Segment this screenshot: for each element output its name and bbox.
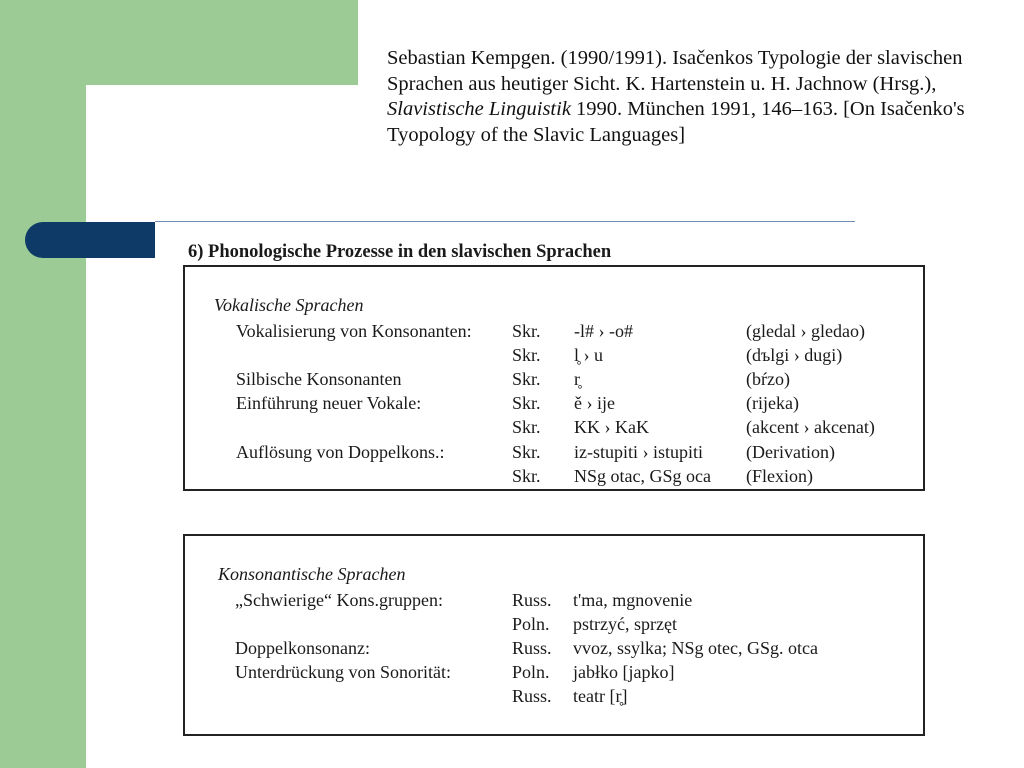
table-row bbox=[185, 367, 923, 391]
row-feature: Auflösung von Doppelkons.: bbox=[236, 442, 445, 462]
citation-title: Slavistische Linguistik bbox=[387, 98, 571, 120]
row-language: Skr. bbox=[512, 393, 541, 413]
vowel-languages-table bbox=[183, 265, 925, 491]
row-feature: Doppelkonsonanz: bbox=[235, 638, 370, 658]
left-green-bar bbox=[0, 0, 86, 768]
row-rule: -l# › -o# bbox=[574, 321, 633, 341]
row-language: Russ. bbox=[512, 590, 552, 610]
row-example: (Derivation) bbox=[746, 442, 835, 462]
row-rule: NSg otac, GSg oca bbox=[574, 466, 711, 486]
table-row bbox=[185, 588, 923, 612]
table-row bbox=[185, 415, 923, 439]
row-example: (gledal › gledao) bbox=[746, 321, 865, 341]
divider-line bbox=[155, 221, 855, 222]
top-green-band bbox=[86, 0, 358, 85]
blue-accent-bar bbox=[25, 222, 155, 258]
citation bbox=[387, 46, 997, 148]
row-feature: Silbische Konsonanten bbox=[236, 369, 402, 389]
row-rule: r̥ bbox=[574, 369, 580, 389]
table-title: Konsonantische Sprachen bbox=[218, 564, 406, 584]
row-language: Skr. bbox=[512, 345, 541, 365]
row-example: (akcent › akcenat) bbox=[746, 417, 875, 437]
row-feature: „Schwierige“ Kons.gruppen: bbox=[235, 590, 443, 610]
row-rule: iz-stupiti › istupiti bbox=[574, 442, 703, 462]
row-example: (bŕzo) bbox=[746, 369, 790, 389]
row-rule: ě › ije bbox=[574, 393, 615, 413]
row-rule: l̥ › u bbox=[574, 345, 603, 365]
row-feature: Einführung neuer Vokale: bbox=[236, 393, 422, 413]
table-row bbox=[185, 391, 923, 415]
row-example: (dъlgi › dugi) bbox=[746, 345, 843, 365]
table-row bbox=[185, 660, 923, 684]
row-language: Russ. bbox=[512, 638, 552, 658]
row-language: Skr. bbox=[512, 417, 541, 437]
row-language: Skr. bbox=[512, 369, 541, 389]
row-language: Poln. bbox=[512, 662, 550, 682]
row-rule: KK › KaK bbox=[574, 417, 649, 437]
row-language: Poln. bbox=[512, 614, 550, 634]
table-row bbox=[185, 636, 923, 660]
citation-text-before: Sebastian Kempgen. (1990/1991). Isačenkos Typologie der slavischen Sprachen aus heutiger Sicht. K. Hartenstein u. H. Jachnow (Hrsg.), bbox=[387, 47, 963, 95]
row-rule: pstrzyć, sprzęt bbox=[573, 614, 677, 634]
row-rule: teatr [r̥] bbox=[573, 686, 628, 706]
row-rule: jabłko [japko] bbox=[573, 662, 675, 682]
consonant-languages-table bbox=[183, 534, 925, 736]
row-language: Skr. bbox=[512, 466, 541, 486]
row-example: (rijeka) bbox=[746, 393, 799, 413]
row-rule: t'ma, mgnovenie bbox=[573, 590, 693, 610]
row-language: Skr. bbox=[512, 442, 541, 462]
page-heading: 6) Phonologische Prozesse in den slavischen Sprachen bbox=[188, 242, 612, 262]
table-row bbox=[185, 343, 923, 367]
row-rule: vvoz, ssylka; NSg otec, GSg. otca bbox=[573, 638, 818, 658]
row-language: Russ. bbox=[512, 686, 552, 706]
corner-curve bbox=[86, 85, 146, 145]
table-title: Vokalische Sprachen bbox=[214, 295, 364, 315]
table-row bbox=[185, 464, 923, 488]
table-row bbox=[185, 440, 923, 464]
row-example: (Flexion) bbox=[746, 466, 813, 486]
row-feature: Vokalisierung von Konsonanten: bbox=[236, 321, 472, 341]
citation-text-after: 1990. München 1991, 146–163. [On Isačenko's Tyopology of the Slavic Languages] bbox=[387, 98, 965, 146]
table-row bbox=[185, 319, 923, 343]
table-row bbox=[185, 684, 923, 708]
table-row bbox=[185, 612, 923, 636]
row-language: Skr. bbox=[512, 321, 541, 341]
row-feature: Unterdrückung von Sonorität: bbox=[235, 662, 451, 682]
